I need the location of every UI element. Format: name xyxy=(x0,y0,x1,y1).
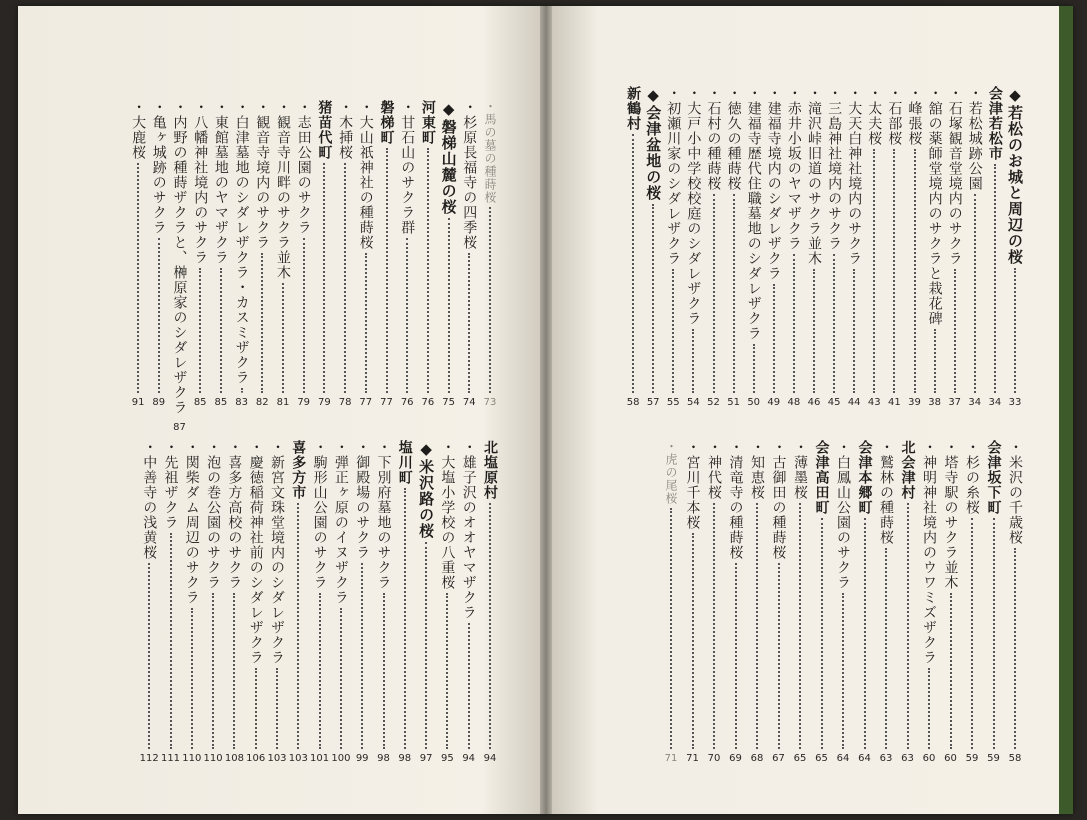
toc-page-number: 100 xyxy=(331,753,351,764)
toc-leader-dots xyxy=(191,608,193,749)
toc-leader-dots xyxy=(853,269,855,393)
toc-entry-title: ・神明神社境内のウワミズザクラ xyxy=(921,440,937,665)
toc-entry-title: ・雄子沢のオオヤマザクラ xyxy=(460,440,477,620)
toc-leader-dots xyxy=(993,518,995,749)
toc-entry xyxy=(439,100,459,408)
toc-entry xyxy=(203,440,223,764)
toc-page-number: 81 xyxy=(276,397,290,408)
toc-entry-title: ・関柴ダム周辺のサクラ xyxy=(183,440,200,605)
toc-entry-title: ・慶徳稲荷神社前のシダレザクラ xyxy=(247,440,264,665)
book-spread xyxy=(18,6,1073,814)
toc-page-number: 67 xyxy=(772,753,785,764)
toc-entry xyxy=(352,440,372,764)
toc-page-number: 34 xyxy=(968,397,982,408)
toc-page-number: 95 xyxy=(441,753,454,764)
toc-entry xyxy=(984,440,1004,764)
toc-entry-title: ◆米沢路の桜 xyxy=(417,440,436,539)
toc-page-number: 87 xyxy=(173,422,186,433)
toc-entry xyxy=(224,440,244,764)
toc-entry xyxy=(232,100,252,408)
toc-entry xyxy=(395,440,415,764)
toc-page-number: 78 xyxy=(338,397,352,408)
toc-entry xyxy=(480,100,500,408)
toc-entry-title: ・石村の種蒔桜 xyxy=(705,86,722,191)
toc-entry-title: ・塔寺駅のサクラ並木 xyxy=(942,440,959,590)
toc-entry xyxy=(623,86,643,408)
toc-entry-title: 北会津村 xyxy=(899,440,916,500)
toc-leader-dots xyxy=(907,503,909,749)
toc-entry xyxy=(764,86,784,408)
toc-entry-title: 河東町 xyxy=(419,100,436,145)
toc-leader-dots xyxy=(220,268,222,393)
toc-leader-dots xyxy=(233,593,235,749)
toc-leader-dots xyxy=(753,344,755,393)
toc-entry-title: ・清竜寺の種蒔桜 xyxy=(727,440,744,560)
toc-leader-dots xyxy=(425,542,427,749)
toc-leader-dots xyxy=(793,254,795,393)
toc-leader-dots xyxy=(873,149,875,393)
toc-entry-title: ・杉の糸桜 xyxy=(964,440,980,515)
toc-leader-dots xyxy=(914,149,916,393)
toc-page-number: 110 xyxy=(203,753,223,764)
toc-entry xyxy=(724,86,744,408)
toc-leader-dots xyxy=(632,134,634,393)
toc-page-number: 41 xyxy=(888,397,901,408)
toc-entry xyxy=(884,86,904,408)
toc-leader-dots xyxy=(170,533,172,749)
toc-leader-dots xyxy=(276,668,278,749)
toc-entry xyxy=(898,440,918,764)
toc-entry xyxy=(833,440,853,764)
toc-page-number: 99 xyxy=(355,753,369,764)
toc-entry xyxy=(397,100,417,408)
toc-entry xyxy=(941,440,961,764)
toc-page-number: 54 xyxy=(687,397,700,408)
toc-page-number: 71 xyxy=(686,753,699,764)
toc-entry xyxy=(480,440,500,764)
toc-page-number: 51 xyxy=(727,397,740,408)
toc-entry-title: 塩川町 xyxy=(396,440,413,485)
toc-page-number: 98 xyxy=(377,753,390,764)
toc-entry-title: ・峰張桜 xyxy=(906,86,923,146)
toc-entry xyxy=(876,440,896,764)
toc-leader-dots xyxy=(885,548,887,749)
toc-leader-dots xyxy=(1014,548,1016,749)
toc-entry-title: 磐梯町 xyxy=(378,100,395,145)
toc-entry-title: ・弾正ヶ原のイヌザクラ xyxy=(332,440,349,605)
toc-page-number: 103 xyxy=(288,753,308,764)
toc-entry-title: ・甘石山のサクラ群 xyxy=(399,100,416,235)
toc-page-number: 73 xyxy=(483,397,497,408)
toc-leader-dots xyxy=(974,194,976,393)
toc-entry-title: ・志田公園のサクラ xyxy=(295,100,312,235)
toc-entry-title: ・馬の墓の種蒔桜 xyxy=(483,100,497,204)
toc-entry-title: ・大鹿桜 xyxy=(130,100,147,160)
toc-page-number: 45 xyxy=(827,397,841,408)
toc-leader-dots xyxy=(303,238,305,393)
toc-entry xyxy=(128,100,148,408)
toc-entry-title: ・杉原長福寺の四季桜 xyxy=(461,100,478,250)
toc-page-number: 97 xyxy=(419,753,433,764)
toc-page-number: 57 xyxy=(646,397,660,408)
toc-entry-title: ・中善寺の浅黄桜 xyxy=(141,440,158,560)
toc-leader-dots xyxy=(386,148,388,393)
toc-leader-dots xyxy=(735,563,737,749)
right-page xyxy=(545,6,1073,814)
toc-leader-dots xyxy=(934,329,936,393)
toc-leader-dots xyxy=(1014,268,1016,393)
toc-entry-title: ◆若松のお城と周辺の桜 xyxy=(1006,86,1024,265)
toc-entry xyxy=(149,100,169,408)
toc-leader-dots xyxy=(833,254,835,393)
toc-entry-title: ・観音寺川畔のサクラ並木 xyxy=(275,100,291,280)
toc-page-number: 98 xyxy=(398,753,412,764)
toc-page-number: 48 xyxy=(787,397,801,408)
toc-entry-title: ・徳久の種蒔桜 xyxy=(725,86,742,191)
toc-leader-dots xyxy=(158,238,160,393)
toc-entry xyxy=(252,100,272,408)
toc-leader-dots xyxy=(813,269,815,393)
toc-entry xyxy=(864,86,884,408)
toc-leader-dots xyxy=(893,149,895,393)
toc-page-number: 58 xyxy=(1008,753,1022,764)
toc-entry-title: ・東館墓地のヤマザクラ xyxy=(212,100,229,265)
toc-page-number: 64 xyxy=(858,753,871,764)
toc-page-number: 112 xyxy=(139,753,159,764)
toc-page-number: 50 xyxy=(747,397,761,408)
toc-page-number: 83 xyxy=(235,397,248,408)
toc-entry-title: ・古御田の種蒔桜 xyxy=(770,440,787,560)
toc-page-number: 103 xyxy=(267,753,287,764)
toc-leader-dots xyxy=(261,253,263,393)
toc-entry-title: ・木挿桜 xyxy=(337,100,354,160)
toc-entry xyxy=(704,86,724,408)
toc-page-number: 65 xyxy=(815,753,828,764)
toc-entry xyxy=(246,440,266,764)
toc-leader-dots xyxy=(297,503,299,749)
toc-entry xyxy=(844,86,864,408)
toc-page-number: 49 xyxy=(767,397,781,408)
toc-entry-title: ・新宮文珠堂境内のシダレザクラ xyxy=(269,440,285,665)
toc-entry xyxy=(294,100,314,408)
toc-entry-title: ・米沢の千歳桜 xyxy=(1007,440,1023,545)
toc-entry xyxy=(314,100,334,408)
toc-page-number: 77 xyxy=(359,397,373,408)
toc-entry-title: ・知恵桜 xyxy=(749,440,765,500)
toc-page-number: 59 xyxy=(965,753,979,764)
toc-entry-title: ・白津墓地のシダレザクラ・カスミザクラ xyxy=(233,100,250,385)
toc-entry-title: ・観音寺境内のサクラ xyxy=(254,100,271,250)
toc-entry xyxy=(704,440,724,764)
toc-entry xyxy=(744,86,764,408)
toc-entry-title: ・先祖ザクラ xyxy=(162,440,179,530)
toc-entry-title: ・初瀬川家のシダレザクラ xyxy=(665,86,682,266)
toc-entry xyxy=(1005,86,1025,408)
toc-page-number: 85 xyxy=(193,397,207,408)
toc-entry-title: 猪苗代町 xyxy=(316,100,333,160)
toc-entry xyxy=(182,440,202,764)
toc-leader-dots xyxy=(821,518,823,749)
toc-entry-title: ・滝沢峠旧道のサクラ並木 xyxy=(806,86,822,266)
toc-page-number: 85 xyxy=(214,397,228,408)
toc-entry xyxy=(905,86,925,408)
toc-entry xyxy=(267,440,287,764)
toc-leader-dots xyxy=(255,668,257,749)
left-page xyxy=(18,6,545,814)
toc-page-number: 33 xyxy=(1008,397,1022,408)
toc-leader-dots xyxy=(692,329,694,393)
toc-entry xyxy=(784,86,804,408)
toc-page-number: 76 xyxy=(400,397,414,408)
toc-entry xyxy=(374,440,394,764)
toc-entry xyxy=(812,440,832,764)
toc-leader-dots xyxy=(282,283,284,393)
toc-leader-dots xyxy=(994,164,996,393)
toc-entry xyxy=(643,86,663,408)
toc-entry xyxy=(804,86,824,408)
toc-page-number: 70 xyxy=(707,753,721,764)
toc-entry xyxy=(377,100,397,408)
toc-entry-title: ◆磐梯山麓の桜 xyxy=(439,100,458,215)
toc-leader-dots xyxy=(692,533,694,749)
toc-leader-dots xyxy=(365,253,367,393)
toc-leader-dots xyxy=(427,148,429,393)
toc-page-number: 58 xyxy=(626,397,640,408)
toc-page-number: 94 xyxy=(462,753,476,764)
toc-leader-dots xyxy=(713,194,715,393)
toc-page-number: 59 xyxy=(987,753,1000,764)
toc-page-number: 74 xyxy=(462,397,476,408)
toc-entry-title: 喜多方市 xyxy=(290,440,307,500)
toc-entry-title: ・若松城跡公園 xyxy=(966,86,983,191)
toc-leader-dots xyxy=(670,508,672,749)
toc-entry-title: ・大塩小学校の八重桜 xyxy=(439,440,456,590)
toc-page-number: 38 xyxy=(928,397,941,408)
toc-page-number: 106 xyxy=(246,753,266,764)
toc-leader-dots xyxy=(319,593,321,749)
toc-entry-title: ・石部桜 xyxy=(886,86,903,146)
toc-entry-title: ・大山祇神社の種蒔桜 xyxy=(357,100,374,250)
toc-entry-title: ◆会津盆地の桜 xyxy=(644,86,663,201)
toc-entry xyxy=(437,440,457,764)
toc-leader-dots xyxy=(212,593,214,749)
toc-page-number: 46 xyxy=(807,397,821,408)
toc-entry xyxy=(663,86,683,408)
toc-leader-dots xyxy=(842,593,844,749)
toc-entry-title: ・下別府墓地のサクラ xyxy=(375,440,392,590)
toc-entry xyxy=(855,440,875,764)
toc-entry xyxy=(139,440,159,764)
toc-entry xyxy=(824,86,844,408)
toc-leader-dots xyxy=(148,563,150,749)
toc-page-number: 55 xyxy=(666,397,680,408)
toc-page-number: 101 xyxy=(310,753,330,764)
toc-entry xyxy=(288,440,308,764)
toc-entry-title: 会津高田町 xyxy=(813,440,830,515)
toc-page-number: 60 xyxy=(922,753,936,764)
toc-entry-title: ・石塚観音堂境内のサクラ xyxy=(946,86,963,266)
toc-page-number: 34 xyxy=(988,397,1002,408)
toc-entry xyxy=(418,100,438,408)
toc-leader-dots xyxy=(241,388,243,393)
toc-page-number: 79 xyxy=(297,397,311,408)
toc-entry-title: ・三島神社境内のサクラ xyxy=(826,86,843,251)
toc-entry xyxy=(790,440,810,764)
toc-page-number: 75 xyxy=(442,397,455,408)
toc-entry-title: 北塩原村 xyxy=(482,440,498,500)
toc-entry-title: ・大戸小中学校校庭のシダレザクラ xyxy=(685,86,702,326)
toc-leader-dots xyxy=(971,518,973,749)
toc-page-number: 63 xyxy=(879,753,893,764)
toc-entry xyxy=(459,100,479,408)
toc-entry xyxy=(459,440,479,764)
toc-page-number: 65 xyxy=(793,753,807,764)
toc-entry-title: ・薄墨桜 xyxy=(792,440,808,500)
book-gutter xyxy=(540,6,552,814)
toc-entry-title: ・建福寺境内のシダレザクラ xyxy=(765,86,782,281)
toc-leader-dots xyxy=(361,563,363,749)
toc-entry xyxy=(356,100,376,408)
toc-leader-dots xyxy=(340,608,342,749)
toc-page-number: 69 xyxy=(729,753,742,764)
toc-entry xyxy=(161,440,181,764)
toc-leader-dots xyxy=(778,563,780,749)
toc-page-number: 60 xyxy=(944,753,957,764)
toc-entry-title: ・八幡神社境内のサクラ xyxy=(192,100,209,265)
toc-leader-dots xyxy=(864,518,866,749)
toc-entry xyxy=(273,100,293,408)
toc-page-number: 71 xyxy=(664,753,678,764)
toc-leader-dots xyxy=(404,488,406,749)
toc-leader-dots xyxy=(199,268,201,393)
toc-entry-title: 会津本郷町 xyxy=(856,440,873,515)
toc-leader-dots xyxy=(446,593,448,749)
toc-page-number: 91 xyxy=(131,397,145,408)
toc-entry xyxy=(769,440,789,764)
toc-leader-dots xyxy=(733,194,735,393)
toc-page-number: 44 xyxy=(847,397,861,408)
toc-entry xyxy=(683,440,703,764)
toc-entry xyxy=(310,440,330,764)
toc-entry xyxy=(331,440,351,764)
toc-entry xyxy=(925,86,945,408)
toc-page-number: 89 xyxy=(152,397,166,408)
toc-leader-dots xyxy=(950,593,952,749)
toc-entry xyxy=(945,86,965,408)
toc-leader-dots xyxy=(756,503,758,749)
toc-entry xyxy=(747,440,767,764)
toc-entry-title: ・駒形山公園のサクラ xyxy=(311,440,328,590)
toc-entry xyxy=(335,100,355,408)
toc-entry-title: ・内野の種蒔ザクラと、榊原家のシダレザクラ xyxy=(171,100,188,415)
toc-entry-title: ・建福寺歴代住職墓地のシダレザクラ xyxy=(745,86,762,341)
toc-entry-title: ・泡の巻公園のサクラ xyxy=(205,440,222,590)
toc-leader-dots xyxy=(448,218,450,393)
toc-entry xyxy=(726,440,746,764)
book-cover-edge xyxy=(1059,6,1073,814)
toc-leader-dots xyxy=(489,207,491,393)
toc-page-number: 63 xyxy=(901,753,914,764)
toc-entry xyxy=(919,440,939,764)
toc-entry xyxy=(965,86,985,408)
toc-leader-dots xyxy=(928,668,930,749)
toc-page-number: 82 xyxy=(255,397,269,408)
toc-entry-title: ・赤井小坂のヤマザクラ xyxy=(785,86,802,251)
toc-page-number: 76 xyxy=(421,397,435,408)
toc-entry-title: ・喜多方高校のサクラ xyxy=(226,440,243,590)
toc-page-number: 68 xyxy=(750,753,764,764)
toc-entry-title: ・舘の薬師堂境内のサクラと栽花碑 xyxy=(926,86,943,326)
toc-leader-dots xyxy=(137,163,139,393)
toc-page-number: 77 xyxy=(380,397,393,408)
toc-entry xyxy=(683,86,703,408)
toc-leader-dots xyxy=(468,253,470,393)
toc-page-number: 111 xyxy=(160,753,181,764)
toc-leader-dots xyxy=(489,503,491,749)
toc-leader-dots xyxy=(799,503,801,749)
toc-leader-dots xyxy=(406,238,408,393)
toc-entry-title: ・太夫桜 xyxy=(866,86,883,146)
toc-entry xyxy=(985,86,1005,408)
toc-page-number: 110 xyxy=(182,753,202,764)
toc-page-number: 94 xyxy=(483,753,497,764)
toc-page-number: 52 xyxy=(707,397,720,408)
toc-entry-title: ・大天白神社境内のサクラ xyxy=(846,86,863,266)
toc-entry xyxy=(416,440,436,764)
toc-entry-title: ・鷲林の種蒔桜 xyxy=(878,440,894,545)
toc-page-number: 39 xyxy=(908,397,921,408)
toc-entry xyxy=(962,440,982,764)
toc-page-number: 108 xyxy=(224,753,244,764)
toc-entry xyxy=(170,100,190,433)
toc-entry-title: ・亀ヶ城跡のサクラ xyxy=(150,100,167,235)
toc-entry xyxy=(661,440,681,764)
toc-page-number: 37 xyxy=(948,397,962,408)
toc-entry-title: 新鶴村 xyxy=(625,86,642,131)
toc-entry-title: ・宮川千本桜 xyxy=(684,440,701,530)
toc-page-number: 79 xyxy=(318,397,331,408)
toc-entry-title: ・虎の尾桜 xyxy=(664,440,678,505)
toc-leader-dots xyxy=(713,503,715,749)
toc-leader-dots xyxy=(344,163,346,393)
toc-page-number: 43 xyxy=(867,397,881,408)
toc-leader-dots xyxy=(672,269,674,393)
toc-entry-title: 会津若松市 xyxy=(986,86,1003,161)
toc-entry xyxy=(1005,440,1025,764)
toc-entry xyxy=(211,100,231,408)
toc-leader-dots xyxy=(773,284,775,393)
toc-entry-title: ・神代桜 xyxy=(706,440,722,500)
toc-page-number: 64 xyxy=(836,753,850,764)
toc-entry xyxy=(190,100,210,408)
toc-leader-dots xyxy=(468,623,470,749)
toc-leader-dots xyxy=(652,204,654,393)
toc-entry-title: ・白鳳山公園のサクラ xyxy=(835,440,851,590)
toc-leader-dots xyxy=(954,269,956,393)
toc-leader-dots xyxy=(323,163,325,393)
toc-entry-title: 会津坂下町 xyxy=(985,440,1002,515)
toc-leader-dots xyxy=(383,593,385,749)
toc-entry-title: ・御殿場のサクラ xyxy=(354,440,371,560)
